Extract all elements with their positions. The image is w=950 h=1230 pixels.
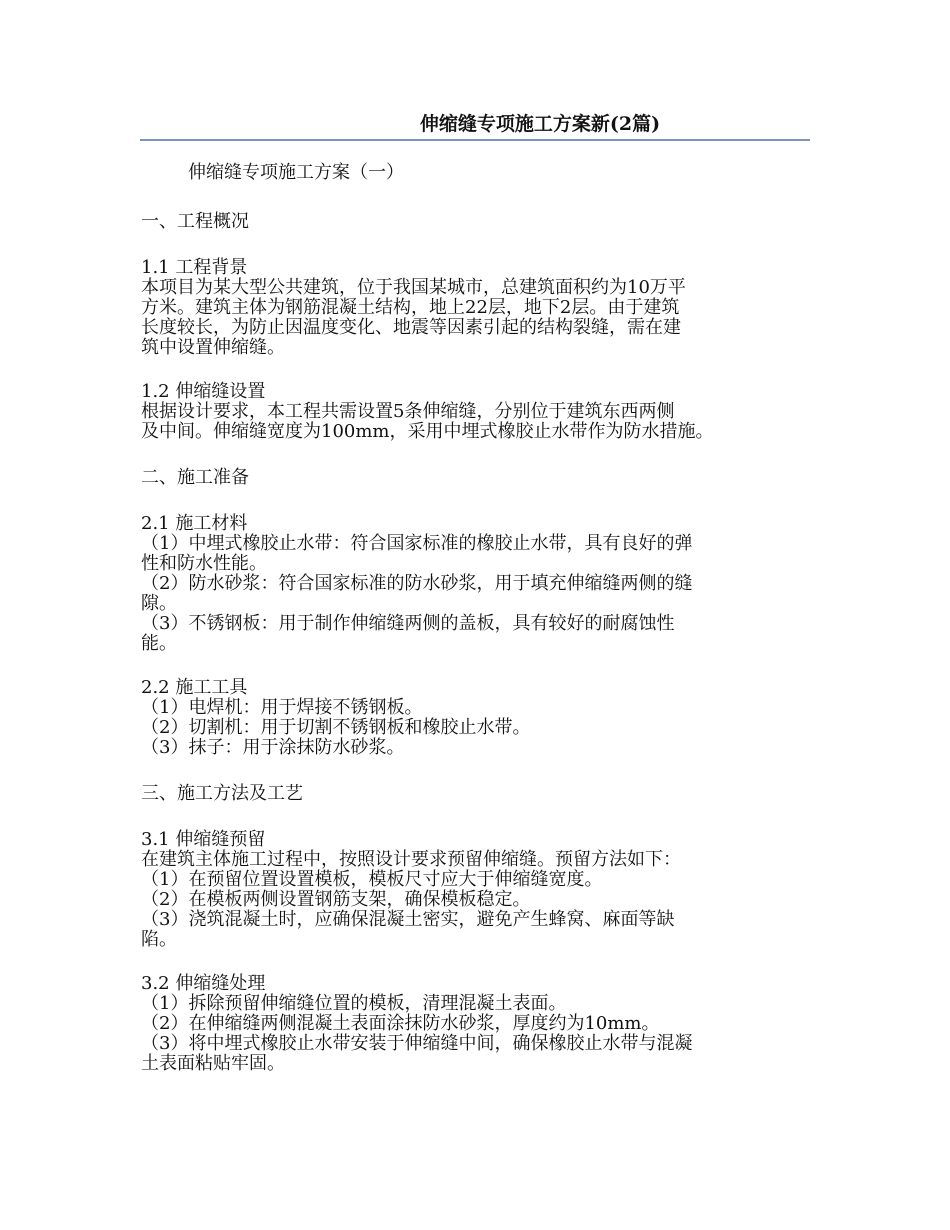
section-heading-1: 一、工程概况 — [141, 211, 249, 232]
list-item-line: 在建筑主体施工过程中，按照设计要求预留伸缩缝。预留方法如下： — [141, 849, 681, 870]
paragraph-line: 本项目为某大型公共建筑，位于我国某城市，总建筑面积约为10万平 — [141, 277, 686, 298]
list-item-line: 隙。 — [141, 593, 177, 614]
list-item-line: （1）在预留位置设置模板，模板尺寸应大于伸缩缝宽度。 — [141, 869, 603, 890]
list-item-line: （2）防水砂浆：符合国家标准的防水砂浆，用于填充伸缩缝两侧的缝 — [141, 573, 693, 594]
subsection-heading: 3.2 伸缩缝处理 — [141, 973, 266, 994]
list-item-line: （3）抹子：用于涂抹防水砂浆。 — [141, 737, 405, 758]
list-item-line: （1）中埋式橡胶止水带：符合国家标准的橡胶止水带，具有良好的弹 — [141, 533, 693, 554]
list-item-line: （1）拆除预留伸缩缝位置的模板，清理混凝土表面。 — [141, 993, 567, 1014]
subsection-heading: 2.1 施工材料 — [141, 513, 248, 534]
section-heading-3: 三、施工方法及工艺 — [141, 783, 303, 804]
paragraph-line: 方米。建筑主体为钢筋混凝土结构，地上22层，地下2层。由于建筑 — [141, 297, 680, 318]
subsection-1-1 — [141, 258, 811, 358]
list-item-line: （2）切割机：用于切割不锈钢板和橡胶止水带。 — [141, 717, 531, 738]
paragraph-line: 及中间。伸缩缝宽度为100mm，采用中埋式橡胶止水带作为防水措施。 — [141, 421, 714, 442]
list-item-line: 性和防水性能。 — [141, 553, 267, 574]
section-heading-2: 二、施工准备 — [141, 467, 249, 488]
subsection-3-1 — [141, 830, 811, 950]
subsection-heading: 2.2 施工工具 — [141, 677, 248, 698]
list-item-line: （3）浇筑混凝土时，应确保混凝土密实，避免产生蜂窝、麻面等缺 — [141, 909, 675, 930]
subsection-3-2 — [141, 974, 811, 1074]
subsection-2-2 — [141, 678, 811, 758]
subsection-heading: 3.1 伸缩缝预留 — [141, 829, 266, 850]
title-divider — [140, 139, 810, 141]
list-item-line: （1）电焊机：用于焊接不锈钢板。 — [141, 697, 423, 718]
list-item-line: （2）在伸缩缝两侧混凝土表面涂抹防水砂浆，厚度约为10mm。 — [141, 1013, 660, 1034]
paragraph-line: 筑中设置伸缩缝。 — [141, 337, 285, 358]
paragraph-line: 长度较长，为防止因温度变化、地震等因素引起的结构裂缝，需在建 — [141, 317, 681, 338]
list-item-line: （2）在模板两侧设置钢筋支架，确保模板稳定。 — [141, 889, 531, 910]
subsection-heading: 1.2 伸缩缝设置 — [141, 381, 266, 402]
list-item-line: 土表面粘贴牢固。 — [141, 1053, 285, 1074]
document-title: 伸缩缝专项施工方案新(2篇) — [419, 113, 661, 135]
subsection-2-1 — [141, 514, 811, 654]
list-item-line: 陷。 — [141, 929, 177, 950]
subsection-heading: 1.1 工程背景 — [141, 257, 248, 278]
document-subtitle: 伸缩缝专项施工方案（一） — [188, 162, 404, 183]
list-item-line: （3）将中埋式橡胶止水带安装于伸缩缝中间，确保橡胶止水带与混凝 — [141, 1033, 693, 1054]
document-body — [141, 160, 811, 1098]
list-item-line: 能。 — [141, 633, 177, 654]
subsection-1-2 — [141, 382, 811, 442]
list-item-line: （3）不锈钢板：用于制作伸缩缝两侧的盖板，具有较好的耐腐蚀性 — [141, 613, 675, 634]
paragraph-line: 根据设计要求，本工程共需设置5条伸缩缝，分别位于建筑东西两侧 — [141, 401, 675, 422]
